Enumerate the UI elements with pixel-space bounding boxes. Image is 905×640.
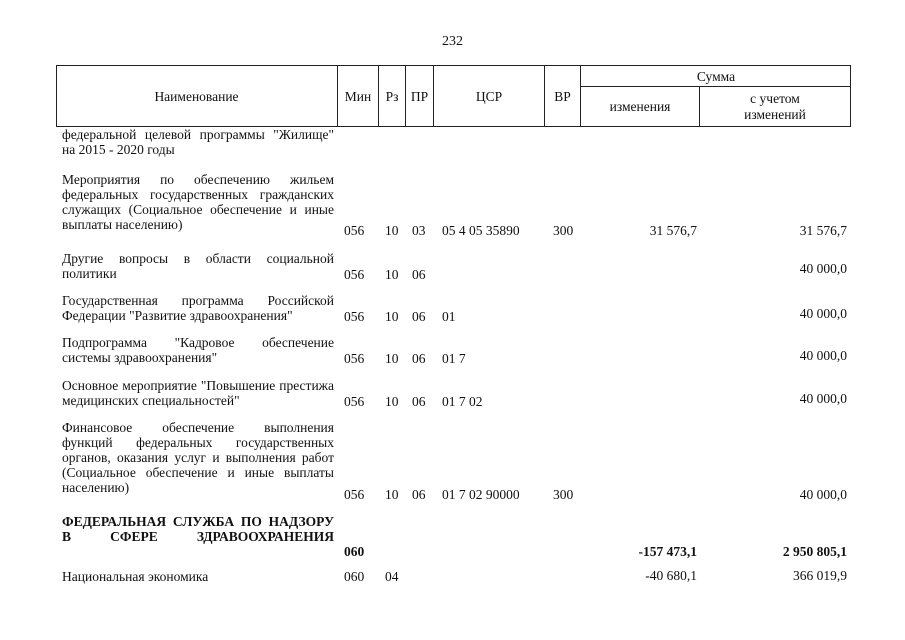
header-pr: ПР [410,89,429,104]
row-pr: 06 [412,309,426,324]
row-rz: 10 [385,223,399,238]
row-name: ФЕДЕРАЛЬНАЯ СЛУЖБА ПО НАДЗОРУ В СФЕРЕ ЗДРАВООХРАНЕНИЯ [62,514,334,544]
row-total: 40 000,0 [799,306,847,321]
row-rz: 10 [385,394,399,409]
row-pr: 06 [412,487,426,502]
row-name: Мероприятия по обеспечению жильем федеральных государственных гражданских служащих (Социальное обеспечение и иные выплаты населению) [62,172,334,232]
header-with-changes-2: изменений [744,107,806,122]
row-vr: 300 [553,487,574,502]
row-name: Основное мероприятие "Повышение престижа медицинских специальностей" [62,378,334,408]
header-csr: ЦСР [475,89,503,104]
row-change: -40 680,1 [645,568,697,583]
row-vr: 300 [553,223,574,238]
row-total: 2 950 805,1 [782,544,847,559]
row-csr: 01 7 02 [442,394,483,409]
header-top-border [56,65,851,66]
row-rz: 04 [385,569,399,584]
row-csr: 01 7 [442,351,466,366]
row-name: Другие вопросы в области социальной политики [62,251,334,281]
row-total: 40 000,0 [799,261,847,276]
row-total: 40 000,0 [799,391,847,406]
row-rz: 10 [385,267,399,282]
row-min: 060 [344,544,365,559]
page-number: 232 [442,34,463,49]
row-name: Национальная экономика [62,569,209,584]
row-total: 40 000,0 [799,348,847,363]
header-changes: изменения [609,99,671,114]
header-sum: Сумма [696,69,736,84]
row-pr: 03 [412,223,426,238]
row-name: Финансовое обеспечение выполнения функций федеральных государственных органов, оказания услуг и выполнения работ (Социальное обеспечение и иные выплаты населению) [62,420,334,495]
row-rz: 10 [385,309,399,324]
table-header [56,65,851,127]
row-name: Подпрограмма "Кадровое обеспечение системы здравоохранения" [62,335,334,365]
row-min: 056 [344,309,365,324]
row-pr: 06 [412,267,426,282]
row-rz: 10 [385,487,399,502]
row-min: 056 [344,351,365,366]
row-min: 056 [344,267,365,282]
row-rz: 10 [385,351,399,366]
header-with-changes-1: с учетом [750,91,800,106]
header-rz: Рз [385,89,399,104]
row-csr: 01 [442,309,456,324]
header-sum-divider [580,86,851,87]
header-vr: ВР [554,89,571,104]
row-csr: 05 4 05 35890 [442,223,520,238]
row-min: 060 [344,569,365,584]
row-name: Государственная программа Российской Федерации "Развитие здравоохранения" [62,293,334,323]
row-min: 056 [344,487,365,502]
row-min: 056 [344,394,365,409]
row-csr: 01 7 02 90000 [442,487,520,502]
row-total: 40 000,0 [799,487,847,502]
row-change: -157 473,1 [638,544,697,559]
header-name: Наименование [154,89,239,104]
row-change: 31 576,7 [649,223,697,238]
row-name: федеральной целевой программы "Жилище" на 2015 - 2020 годы [62,127,334,157]
row-total: 31 576,7 [799,223,847,238]
header-min: Мин [344,89,372,104]
row-pr: 06 [412,351,426,366]
row-min: 056 [344,223,365,238]
row-total: 366 019,9 [793,568,847,583]
row-pr: 06 [412,394,426,409]
